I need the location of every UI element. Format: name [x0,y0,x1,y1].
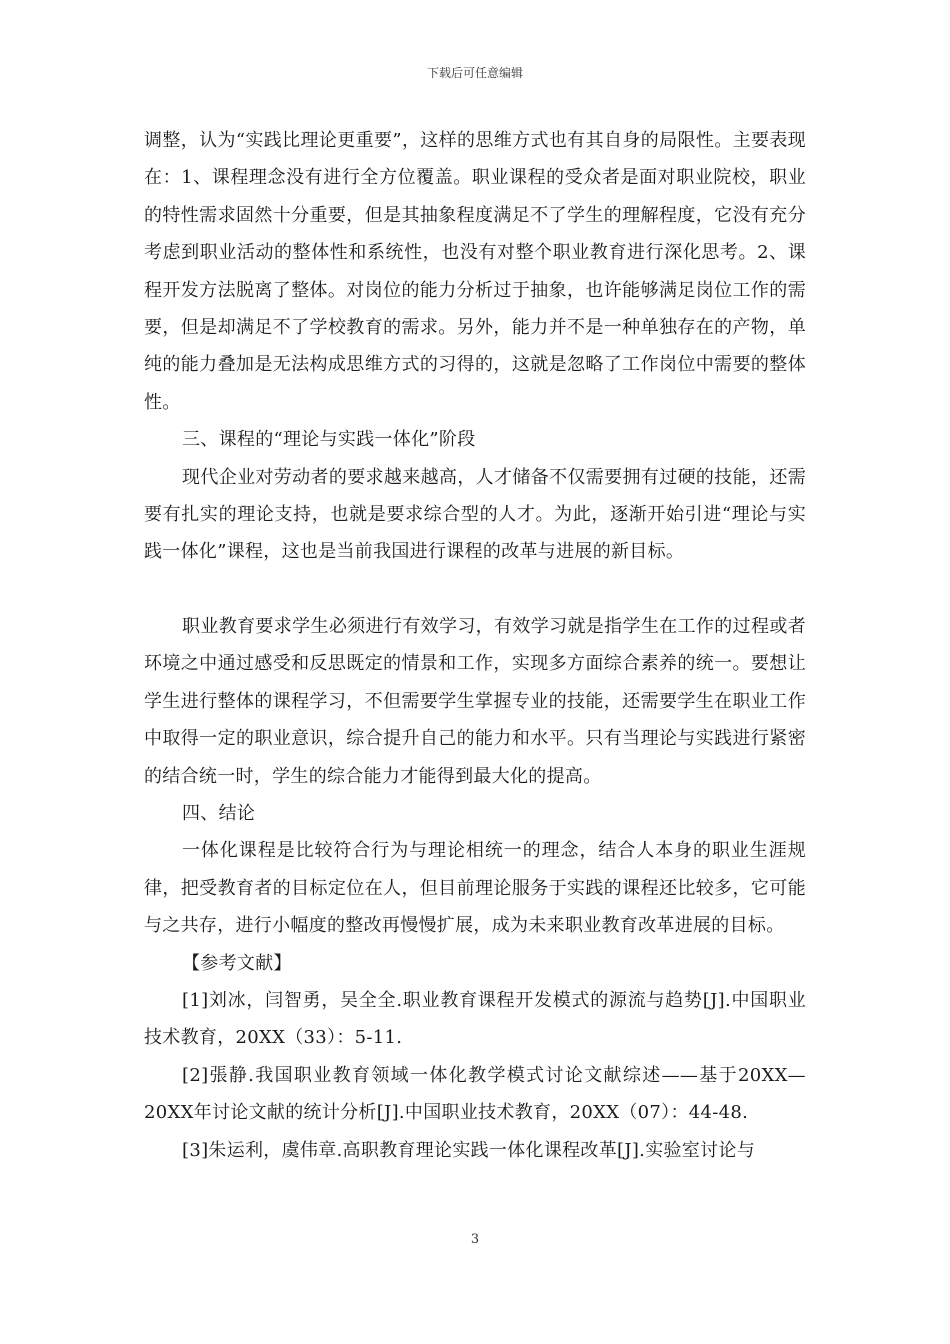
blank-line [144,571,806,608]
paragraph: 一体化课程是比较符合行为与理论相统一的理念，结合人本身的职业生涯规律，把受教育者的目标定位在人，但目前理论服务于实践的课程还比较多，它可能与之共存，进行小幅度的整改再慢慢扩展，成为未来职业教育改革进展的目标。 [144,840,806,937]
paragraph: 职业教育要求学生必须进行有效学习，有效学习就是指学生在工作的过程或者环境之中通过感受和反思既定的情景和工作，实现多方面综合素养的统一。要想让学生进行整体的课程学习，不但需要学生掌握专业的技能，还需要学生在职业工作中取得一定的职业意识，综合提升自己的能力和水平。只有当理论与实践进行紧密的结合统一时，学生的综合能力才能得到最大化的提高。 [144,615,806,787]
page-number: 3 [470,1232,480,1247]
paragraph-continuation: 调整，认为“实践比理论更重要”，这样的思维方式也有其自身的局限性。主要表现在：1、课程理念没有进行全方位覆盖。职业课程的受众者是面对职业院校，职业的特性需求固然十分重要，但是其抽象程度满足不了学生的理解程度，它没有充分考虑到职业活动的整体性和系统性，也没有对整个职业教育进行深化思考。2、课程开发方法脱离了整体。对岗位的能力分析过于抽象，也许能够满足岗位工作的需要，但是却满足不了学校教育的需求。另外，能力并不是一种单独存在的产物，单纯的能力叠加是无法构成思维方式的习得的，这就是忽略了工作岗位中需要的整体性。 [144,130,806,413]
reference-item-1: [1]刘冰，闫智勇，吴全全.职业教育课程开发模式的源流与趋势[J].中国职业技术教育，20XX（33）：5-11. [144,989,806,1049]
paragraph: 现代企业对劳动者的要求越来越高，人才储备不仅需要拥有过硬的技能，还需要有扎实的理论支持，也就是要求综合型的人才。为此，逐渐开始引进“理论与实践一体化”课程，这也是当前我国进行课程的改革与进展的新目标。 [144,466,806,563]
section-heading-3: 三、课程的“理论与实践一体化”阶段 [182,429,476,451]
section-heading-4: 四、结论 [182,802,256,824]
document-body [144,122,806,1169]
page-header: 下载后可任意编辑 [426,66,523,80]
references-heading: 【参考文献】 [182,952,292,974]
reference-item-3: [3]朱运利，虞伟章.高职教育理论实践一体化课程改革[J].实验室讨论与 [182,1139,755,1161]
reference-item-2: [2]張静.我国职业教育领域一体化教学模式讨论文献综述——基于20XX—20XX年讨论文献的统计分析[J].中国职业技术教育，20XX（07）：44-48. [144,1064,806,1124]
